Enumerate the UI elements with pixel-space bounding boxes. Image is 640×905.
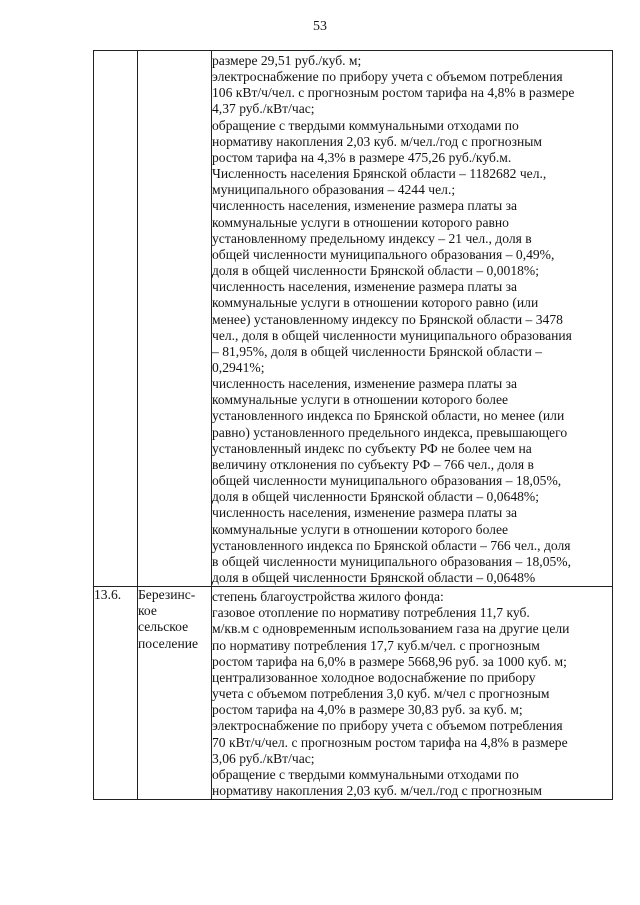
row-number-cell bbox=[94, 51, 138, 587]
description-line: м/кв.м с одновременным использованием газа на другие цели bbox=[212, 621, 570, 637]
description-line: нормативу накопления 2,03 куб. м/чел./год с прогнозным bbox=[212, 133, 542, 149]
description-line: чел., доля в общей численности муниципального образования bbox=[212, 327, 572, 343]
description-line: численность населения, изменение размера платы за bbox=[212, 279, 518, 295]
municipality-name-cell bbox=[138, 587, 212, 800]
description-line: доля в общей численности Брянской области – 0,0648%; bbox=[212, 489, 540, 505]
description-line: коммунальные услуги в отношении которого более bbox=[212, 392, 509, 408]
description-line: обращение с твердыми коммунальными отходами по bbox=[212, 117, 519, 133]
description-line: учета с объемом потребления 3,0 куб. м/чел с прогнозным bbox=[212, 686, 550, 702]
description-line: равно) установленного предельного индекса, превышающего bbox=[212, 424, 568, 440]
description-line: газовое отопление по нормативу потребления 11,7 куб. bbox=[212, 605, 530, 621]
table-row bbox=[94, 51, 613, 587]
description-line: муниципального образования – 4244 чел.; bbox=[212, 182, 456, 198]
description-line: ростом тарифа на 6,0% в размере 5668,96 руб. за 1000 куб. м; bbox=[212, 653, 567, 669]
description-line: электроснабжение по прибору учета с объемом потребления bbox=[212, 718, 563, 734]
page-number: 53 bbox=[313, 19, 327, 34]
description-line: централизованное холодное водоснабжение по прибору bbox=[212, 669, 536, 685]
municipality-name-line: Березинс- bbox=[138, 587, 196, 603]
description-line: в общей численности муниципального образования – 18,05%, bbox=[212, 553, 572, 569]
description-line: 70 кВт/ч/чел. с прогнозным ростом тарифа на 4,8% в размере bbox=[212, 734, 568, 750]
description-line: численность населения, изменение размера платы за bbox=[212, 505, 518, 521]
document-table bbox=[93, 50, 613, 800]
description-line: по нормативу потребления 17,7 куб.м/чел. с прогнозным bbox=[212, 637, 540, 653]
municipality-name-cell bbox=[138, 51, 212, 587]
description-line: численность населения, изменение размера платы за bbox=[212, 198, 518, 214]
description-line: 0,2941%; bbox=[212, 359, 265, 375]
description-line: установленного индекса по Брянской области, но менее (или bbox=[212, 408, 565, 424]
description-line: Численность населения Брянской области – 1182682 чел., bbox=[212, 166, 547, 182]
description-line: ростом тарифа на 4,0% в размере 30,83 руб. за куб. м; bbox=[212, 702, 523, 718]
description-line: доля в общей численности Брянской области – 0,0018%; bbox=[212, 263, 540, 279]
municipality-name-line: сельское bbox=[138, 619, 189, 635]
description-line: коммунальные услуги в отношении которого равно bbox=[212, 214, 509, 230]
description-line: доля в общей численности Брянской области – 0,0648% bbox=[212, 570, 536, 585]
description-line: ростом тарифа на 4,3% в размере 475,26 руб./куб.м. bbox=[212, 149, 512, 165]
municipality-name-line: кое bbox=[138, 603, 157, 619]
description-line: степень благоустройства жилого фонда: bbox=[212, 589, 444, 605]
description-cell bbox=[212, 587, 613, 800]
description-line: 3,06 руб./кВт/час; bbox=[212, 750, 315, 766]
description-line: общей численности муниципального образования – 0,49%, bbox=[212, 246, 555, 262]
description-line: – 81,95%, доля в общей численности Брянской области – bbox=[212, 343, 543, 359]
description-line: 4,37 руб./кВт/час; bbox=[212, 101, 315, 117]
row-number-cell: 13.6. bbox=[94, 587, 138, 800]
description-line: общей численности муниципального образования – 18,05%, bbox=[212, 473, 562, 489]
description-line: величину отклонения по субъекту РФ – 766 чел., доля в bbox=[212, 456, 534, 472]
description-line: коммунальные услуги в отношении которого равно (или bbox=[212, 295, 539, 311]
table-body bbox=[94, 51, 613, 800]
description-line: менее) установленному индексу по Брянской области – 3478 bbox=[212, 311, 563, 327]
description-line: численность населения, изменение размера платы за bbox=[212, 376, 518, 392]
description-line: установленному предельному индексу – 21 чел., доля в bbox=[212, 230, 532, 246]
description-line: 106 кВт/ч/чел. с прогнозным ростом тарифа на 4,8% в размере bbox=[212, 85, 575, 101]
description-line: электроснабжение по прибору учета с объемом потребления bbox=[212, 69, 563, 85]
description-line: размере 29,51 руб./куб. м; bbox=[212, 53, 362, 68]
description-cell bbox=[212, 51, 613, 587]
municipality-name-line: поселение bbox=[138, 635, 199, 651]
description-line: установленный индекс по субъекту РФ не более чем на bbox=[212, 440, 532, 456]
description-line: нормативу накопления 2,03 куб. м/чел./год с прогнозным bbox=[212, 783, 542, 799]
description-line: коммунальные услуги в отношении которого более bbox=[212, 521, 509, 537]
description-line: обращение с твердыми коммунальными отходами по bbox=[212, 766, 519, 782]
description-line: установленного индекса по Брянской области – 766 чел., доля bbox=[212, 537, 571, 553]
table-row bbox=[94, 587, 613, 800]
